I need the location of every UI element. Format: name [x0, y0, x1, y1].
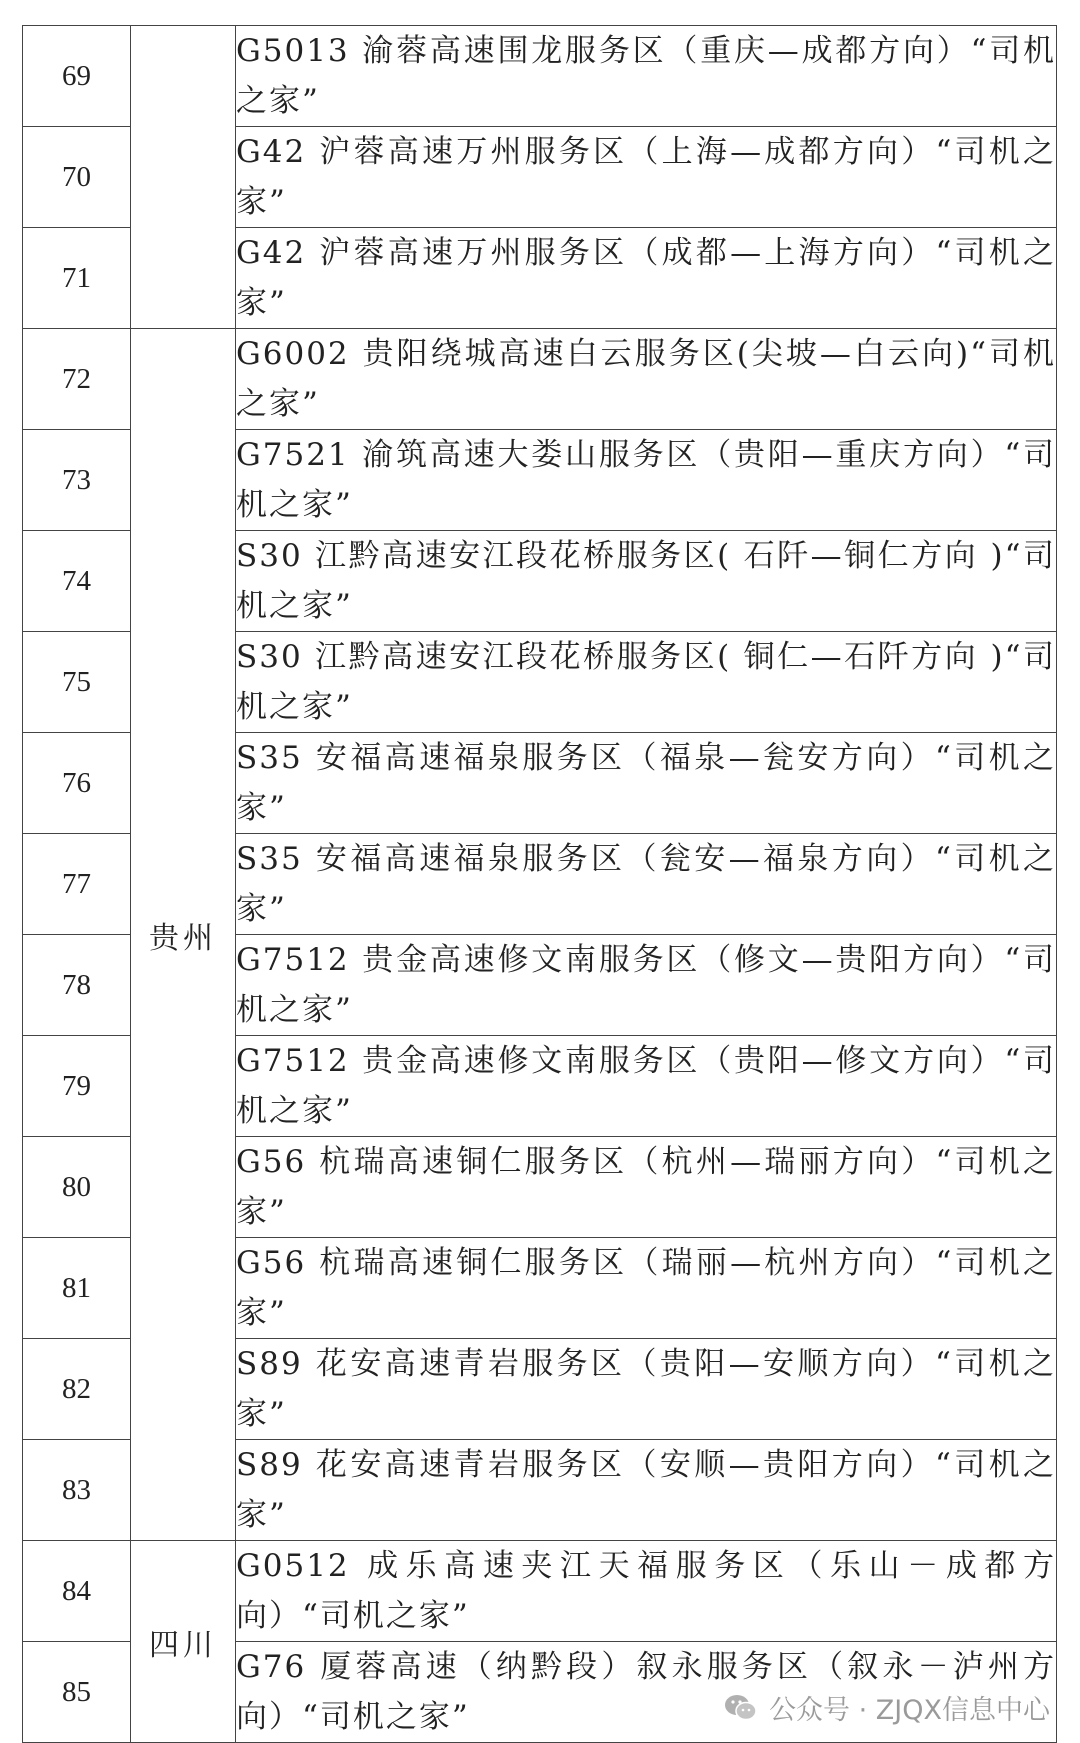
- watermark: [723, 1688, 1050, 1727]
- table-row: [23, 1541, 1057, 1642]
- service-area-name: G56 杭瑞高速铜仁服务区（瑞丽—杭州方向）“司机之家”: [236, 1238, 1057, 1339]
- wechat-icon: [723, 1693, 759, 1723]
- row-number: 85: [23, 1642, 131, 1743]
- row-number: 78: [23, 935, 131, 1036]
- row-number: 70: [23, 127, 131, 228]
- table-row: [23, 26, 1057, 127]
- row-number: 81: [23, 1238, 131, 1339]
- service-area-name: G42 沪蓉高速万州服务区（成都—上海方向）“司机之家”: [236, 228, 1057, 329]
- service-area-name: G42 沪蓉高速万州服务区（上海—成都方向）“司机之家”: [236, 127, 1057, 228]
- row-number: 76: [23, 733, 131, 834]
- row-number: 69: [23, 26, 131, 127]
- table-row: [23, 329, 1057, 430]
- service-area-name: S30 江黔高速安江段花桥服务区( 石阡—铜仁方向 )“司机之家”: [236, 531, 1057, 632]
- service-area-table: [22, 25, 1057, 1743]
- service-area-name: G0512 成乐高速夹江天福服务区（乐山－成都方向）“司机之家”: [236, 1541, 1057, 1642]
- row-number: 75: [23, 632, 131, 733]
- service-area-name: G7512 贵金高速修文南服务区（贵阳—修文方向）“司机之家”: [236, 1036, 1057, 1137]
- service-area-name: S89 花安高速青岩服务区（贵阳—安顺方向）“司机之家”: [236, 1339, 1057, 1440]
- service-area-name: G76 厦蓉高速（纳黔段）叙永服务区（叙永－泸州方向）“司机之家”: [236, 1642, 1057, 1743]
- service-area-name: G5013 渝蓉高速围龙服务区（重庆—成都方向）“司机之家”: [236, 26, 1057, 127]
- row-number: 84: [23, 1541, 131, 1642]
- service-area-name: S35 安福高速福泉服务区（瓮安—福泉方向）“司机之家”: [236, 834, 1057, 935]
- row-number: 79: [23, 1036, 131, 1137]
- province-cell: 贵州: [131, 329, 236, 1541]
- service-area-name: S35 安福高速福泉服务区（福泉—瓮安方向）“司机之家”: [236, 733, 1057, 834]
- service-area-name: G7521 渝筑高速大娄山服务区（贵阳—重庆方向）“司机之家”: [236, 430, 1057, 531]
- service-area-name: G56 杭瑞高速铜仁服务区（杭州—瑞丽方向）“司机之家”: [236, 1137, 1057, 1238]
- row-number: 83: [23, 1440, 131, 1541]
- service-area-name: G6002 贵阳绕城高速白云服务区(尖坡—白云向)“司机之家”: [236, 329, 1057, 430]
- province-cell: 四川: [131, 1541, 236, 1743]
- row-number: 80: [23, 1137, 131, 1238]
- row-number: 74: [23, 531, 131, 632]
- province-cell: [131, 26, 236, 329]
- service-area-name: G7512 贵金高速修文南服务区（修文—贵阳方向）“司机之家”: [236, 935, 1057, 1036]
- row-number: 82: [23, 1339, 131, 1440]
- service-area-name: S89 花安高速青岩服务区（安顺—贵阳方向）“司机之家”: [236, 1440, 1057, 1541]
- service-area-name: S30 江黔高速安江段花桥服务区( 铜仁—石阡方向 )“司机之家”: [236, 632, 1057, 733]
- row-number: 72: [23, 329, 131, 430]
- row-number: 73: [23, 430, 131, 531]
- row-number: 71: [23, 228, 131, 329]
- watermark-text: 公众号 · ZJQX信息中心: [769, 1695, 1050, 1726]
- row-number: 77: [23, 834, 131, 935]
